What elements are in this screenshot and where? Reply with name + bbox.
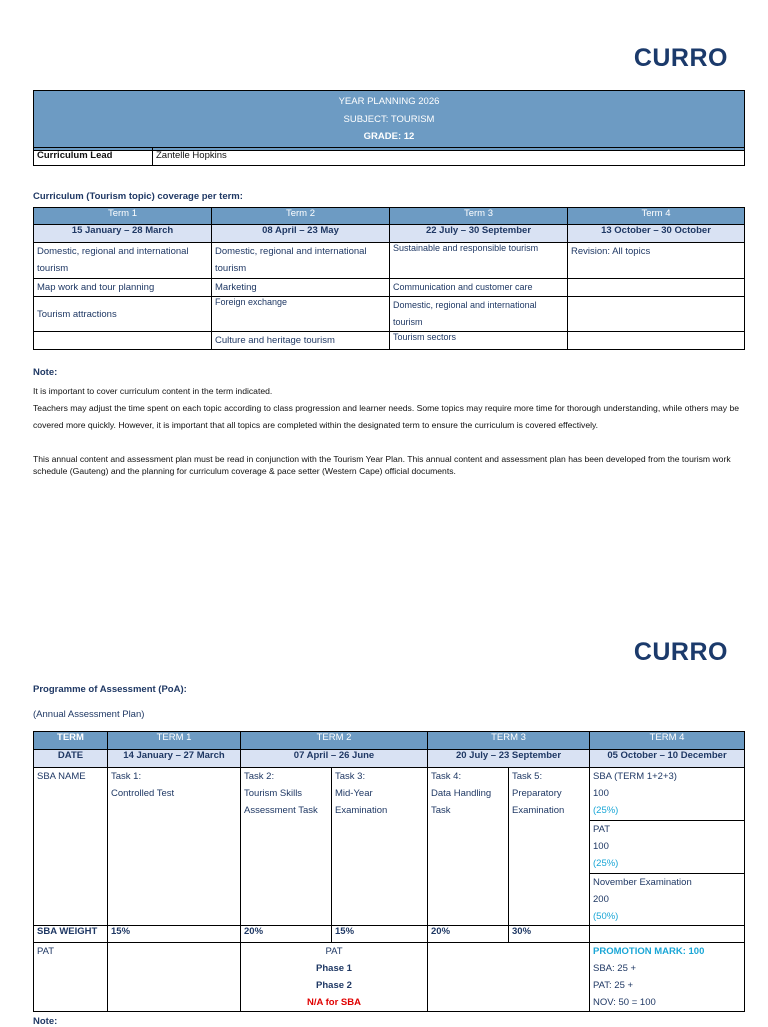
promotion-sba: SBA: 25 +: [593, 963, 637, 974]
coverage-cell: Foreign exchange: [212, 297, 390, 332]
task-2-title: Task 2:: [244, 771, 275, 782]
coverage-cell: Map work and tour planning: [34, 279, 212, 297]
term-4-exam-marks: 200: [593, 894, 609, 905]
pat-phase-2: Phase 2: [316, 980, 352, 991]
note-paragraph-1: It is important to cover curriculum content in the term indicated.: [33, 386, 273, 396]
coverage-cell: Tourism attractions: [34, 297, 212, 332]
promotion-pat: PAT: 25 +: [593, 980, 634, 991]
sba-weight-term-4: [590, 926, 745, 943]
coverage-term-1: Term 1: [34, 208, 212, 225]
poa-date-4: 05 October – 10 December: [590, 750, 745, 768]
sba-weight-label: SBA WEIGHT: [34, 926, 108, 943]
coverage-heading: Curriculum (Tourism topic) coverage per term:: [33, 191, 243, 202]
task-5-title: Task 5:: [512, 771, 543, 782]
sba-weight-task-4: 20%: [428, 926, 509, 943]
sba-weight-task-3: 15%: [332, 926, 428, 943]
term-4-pat-block: [590, 821, 744, 874]
coverage-cell: [34, 332, 212, 350]
promotion-mark-title: PROMOTION MARK: 100: [593, 946, 705, 957]
task-3-cell: [332, 768, 428, 926]
poa-date-2: 07 April – 26 June: [241, 750, 428, 768]
task-5-desc: Examination: [512, 805, 565, 816]
pat-term-2-cell: [241, 943, 428, 1012]
pat-title: PAT: [325, 946, 343, 957]
curriculum-lead-name: Zantelle Hopkins: [153, 148, 745, 166]
term-4-pat-percent: (25%): [593, 858, 619, 869]
poa-term-3: TERM 3: [428, 732, 590, 750]
coverage-cell: Domestic, regional and international tourism: [34, 243, 212, 279]
poa-term-label: TERM: [34, 732, 108, 750]
pat-term-3: [428, 943, 590, 1012]
coverage-cell: Marketing: [212, 279, 390, 297]
coverage-date-3: 22 July – 30 September: [390, 225, 568, 243]
poa-term-1: TERM 1: [108, 732, 241, 750]
promotion-mark-cell: [590, 943, 745, 1012]
sba-weight-task-5: 30%: [509, 926, 590, 943]
sba-name-label: SBA NAME: [34, 768, 108, 926]
term-4-sba-title: SBA (TERM 1+2+3): [593, 771, 677, 782]
year-planning-header-table: [33, 90, 745, 151]
curriculum-lead-table: [33, 147, 745, 166]
task-4-desc: Data Handling: [431, 788, 492, 799]
task-2-desc: Assessment Task: [244, 805, 318, 816]
header-title-cell: [34, 91, 745, 151]
term-4-sba-block: [590, 768, 744, 821]
task-3-desc: Examination: [335, 805, 388, 816]
curriculum-lead-label: Curriculum Lead: [34, 148, 153, 166]
term-4-sba-cell: [590, 768, 745, 926]
coverage-cell: Domestic, regional and international tourism: [390, 297, 568, 332]
task-4-title: Task 4:: [431, 771, 462, 782]
sba-weight-task-1: 15%: [108, 926, 241, 943]
term-4-pat-title: PAT: [593, 824, 611, 835]
task-1-desc: Controlled Test: [111, 788, 175, 799]
term-4-exam-title: November Examination: [593, 877, 692, 888]
pat-label: PAT: [34, 943, 108, 1012]
term-4-sba-percent: (25%): [593, 805, 619, 816]
coverage-cell: Revision: All topics: [568, 243, 745, 279]
coverage-cell: [568, 332, 745, 350]
curro-logo: CURRO: [633, 44, 728, 72]
poa-date-3: 20 July – 23 September: [428, 750, 590, 768]
task-1-title: Task 1:: [111, 771, 142, 782]
term-4-pat-marks: 100: [593, 841, 609, 852]
coverage-cell: Domestic, regional and international tourism: [212, 243, 390, 279]
task-2-desc: Tourism Skills: [244, 788, 303, 799]
poa-subheading: (Annual Assessment Plan): [33, 709, 145, 720]
task-3-title: Task 3:: [335, 771, 366, 782]
coverage-table: [33, 207, 745, 350]
coverage-cell: Culture and heritage tourism: [212, 332, 390, 350]
coverage-term-4: Term 4: [568, 208, 745, 225]
task-1-cell: [108, 768, 241, 926]
poa-date-1: 14 January – 27 March: [108, 750, 241, 768]
note-heading: Note:: [33, 367, 58, 378]
plan-title: YEAR PLANNING 2026: [338, 96, 440, 107]
sba-weight-task-2: 20%: [241, 926, 332, 943]
coverage-cell: Communication and customer care: [390, 279, 568, 297]
poa-table: [33, 731, 745, 1012]
subject-title: SUBJECT: TOURISM: [343, 113, 435, 125]
term-4-exam-block: [590, 874, 744, 925]
coverage-cell: [568, 279, 745, 297]
curro-logo: CURRO: [633, 638, 728, 666]
coverage-cell: [568, 297, 745, 332]
task-5-cell: [509, 768, 590, 926]
poa-heading: Programme of Assessment (PoA):: [33, 684, 187, 695]
task-2-cell: [241, 768, 332, 926]
coverage-cell: Sustainable and responsible tourism: [390, 243, 568, 279]
coverage-date-4: 13 October – 30 October: [568, 225, 745, 243]
poa-term-4: TERM 4: [590, 732, 745, 750]
pat-term-1: [108, 943, 241, 1012]
poa-date-label: DATE: [34, 750, 108, 768]
pat-phase-1: Phase 1: [316, 963, 352, 974]
coverage-date-1: 15 January – 28 March: [34, 225, 212, 243]
term-4-sba-marks: 100: [593, 788, 609, 799]
coverage-term-3: Term 3: [390, 208, 568, 225]
task-4-desc: Task: [431, 805, 451, 816]
task-4-cell: [428, 768, 509, 926]
grade-title: GRADE: 12: [363, 131, 415, 142]
coverage-term-2: Term 2: [212, 208, 390, 225]
note-2-heading: Note:: [33, 1016, 58, 1027]
term-4-exam-percent: (50%): [593, 911, 619, 922]
coverage-cell: Tourism sectors: [390, 332, 568, 350]
task-3-desc: Mid-Year: [335, 788, 373, 799]
pat-na-note: N/A for SBA: [306, 997, 361, 1008]
promotion-nov: NOV: 50 = 100: [593, 997, 656, 1008]
coverage-date-2: 08 April – 23 May: [212, 225, 390, 243]
note-paragraph-2: Teachers may adjust the time spent on each topic according to class progression and learner needs. Some topics may require more time for thorough understanding, while others may be covered more quickly. However, it is important that all topics are completed within the designated term to ensure the curriculum is covered effectively.: [33, 403, 740, 430]
note-paragraph-3: This annual content and assessment plan must be read in conjunction with the Tourism Year Plan. This annual content and assessment plan has been developed from the tourism work schedule (Gauteng) and the planning for curriculum coverage & pace setter (Western Cape) official documents.: [33, 454, 731, 476]
task-5-desc: Preparatory: [512, 788, 562, 799]
poa-term-2: TERM 2: [241, 732, 428, 750]
